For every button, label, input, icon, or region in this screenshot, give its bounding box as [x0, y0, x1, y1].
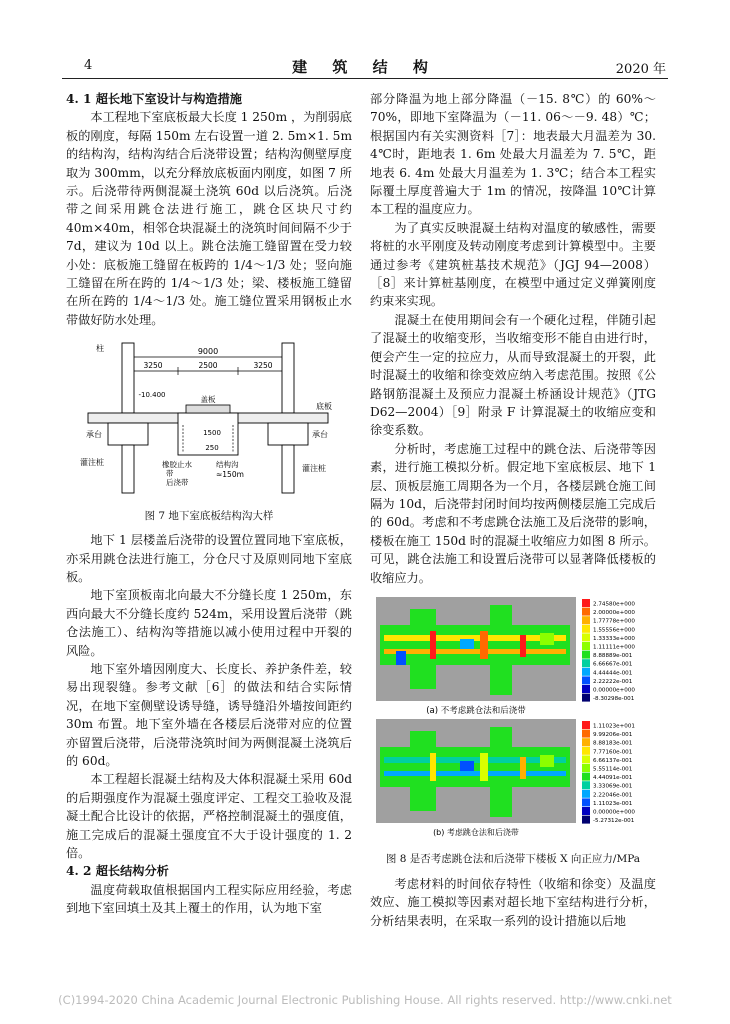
legend-value: 8.88183e-001 — [593, 740, 633, 747]
legend-swatch — [582, 816, 590, 824]
label-column: 柱 — [96, 344, 104, 354]
legend-swatch — [582, 738, 590, 746]
journal-title: 建 筑 结 构 — [292, 58, 438, 76]
paragraph: 考虑材料的时间依存特性（收缩和徐变）及温度效应、施工模拟等因素对超长地下室结构进行分析，分析结果表明，在采取一系列的设计措施以后地 — [370, 876, 656, 928]
left-column — [66, 90, 352, 918]
cover-plate — [186, 405, 230, 413]
legend-swatch — [582, 730, 590, 738]
paragraph: 分析时，考虑施工过程中的跳仓法、后浇带等因素，进行施工模拟分析。假定地下室底板层、地下 1 层、顶板层施工周期各为一个月，各楼层跳仓施工间隔为 10d，后浇带封闭时间均按两侧楼层施工完成后的 60d。考虑和不考虑跳仓法施工及后浇带的影响，楼板在施工 150d 时的混凝土收缩应力如图 8 所示。可见，跳仓法施工和设置后浇带可以显著降低楼板的收缩应力。 — [370, 441, 656, 585]
legend-value: 1.11023e-001 — [593, 800, 633, 807]
legend-value: 7.77160e-001 — [593, 749, 633, 756]
legend-swatch — [582, 798, 590, 806]
running-header — [62, 56, 668, 79]
legend-swatch — [582, 721, 590, 729]
subcaption-b: (b) 考虑跳仓法和后浇带 — [433, 827, 519, 837]
issue-year: 2020 年 — [615, 62, 666, 77]
legend-swatch — [582, 781, 590, 789]
dim-1500: 1500 — [203, 429, 221, 438]
dim-right: 3250 — [253, 361, 273, 371]
legend-value: 1.11111e+000 — [593, 644, 635, 651]
label-water-stop-2: 带 — [166, 469, 174, 479]
legend-swatch — [582, 642, 590, 650]
legend-value: 5.55114e-001 — [593, 766, 633, 773]
legend-value: 4.44091e-001 — [593, 775, 633, 782]
paragraph: 地下室顶板南北向最大不分缝长度 1 250m，东西向最大不分缝长度约 524m，采用设置后浇带（跳仓法施工）、结构沟等措施以减小使用过程中开裂的风险。 — [66, 588, 352, 658]
paragraph: 混凝土在使用期间会有一个硬化过程，伴随引起了混凝土的收缩变形，当收缩变形不能自由进行时，便会产生一定的拉应力，从而导致混凝土的开裂，此时混凝土的收缩和徐变效应纳入考虑范围。按照《公路钢筋混凝土及预应力混凝土桥涵设计规范》（JTG D62—2004）［9］附录 F 计算混凝土的收缩应变和徐变系数。 — [370, 312, 656, 438]
legend-swatch — [582, 625, 590, 633]
legend-swatch — [582, 616, 590, 624]
legend-value: 1.77778e+000 — [593, 618, 635, 625]
legend-swatch — [582, 599, 590, 607]
legend-value: 8.88889e-001 — [593, 653, 633, 660]
pile-left — [122, 445, 134, 493]
legend-value: 4.44444e-001 — [593, 670, 633, 677]
paragraph: 本工程地下室底板最大长度 1 250m ，为削弱底板的刚度，每隔 150m 左右设置一道 2. 5m×1. 5m 的结构沟，结构沟结合后浇带设置；结构沟侧壁厚度取为 300mm，以充分释放底板面内刚度，如图 7 所示。后浇带待两侧混凝土浇筑 60d 以后浇筑。后浇带之间采用跳仓法进行施工，跳仓区块尺寸约 40m×40m，相邻仓块混凝土的浇筑时间间隔不少于 7d，建议为 10d 以上。跳仓法施工缝留置在受力较小处：底板施工缝留在板跨的 1/4～1/3 处；竖向施工缝留在所在跨的 1/4～1/3 处；梁、楼板施工缝留在所在跨的 1/4～1/3 处。施工缝位置采用钢板止水带做好防水处理。 — [66, 110, 352, 327]
section-4-2-heading: 4. 2 超长结构分析 — [66, 864, 169, 879]
figure-7-drawing — [66, 335, 352, 497]
copyright-footer: (C)1994-2020 China Academic Journal Electronic Publishing House. All rights reserved. http://www.cnki.net — [58, 993, 672, 1007]
subcaption-a: (a) 不考虑跳仓法和后浇带 — [426, 705, 526, 716]
legend-swatch — [582, 747, 590, 755]
legend-value: 9.99206e-001 — [593, 732, 633, 739]
legend-swatch — [582, 668, 590, 676]
legend-value: 0.00000e+000 — [593, 687, 635, 694]
paragraph: 为了真实反映混凝土结构对温度的敏感性，需要将桩的水平刚度及转动刚度考虑到计算模型中。主要通过参考《建筑桩基技术规范》（JGJ 94—2008）［8］来计算桩基刚度，在模型中通过定义弹簧刚度约束来实现。 — [370, 220, 656, 309]
legend-swatch — [582, 685, 590, 693]
plot-a-legend — [582, 599, 635, 702]
legend-value: 6.66137e-001 — [593, 757, 633, 764]
legend-value: -5.27312e-001 — [593, 818, 635, 825]
section-4-1-heading: 4. 1 超长地下室设计与构造措施 — [66, 92, 242, 106]
legend-swatch — [582, 608, 590, 616]
label-elevation: -10.400 — [138, 391, 166, 400]
paragraph: 本工程超长混凝土结构及大体积混凝土采用 60d 的后期强度作为混凝土强度评定、工程交工验收及混凝土配合比设计的依据，严格控制混凝土的强度值，施工完成后的混凝土强度宜不大于设计强度的 1. 2 倍。 — [66, 772, 352, 860]
figure-7 — [66, 335, 352, 525]
legend-value: -8.30298e-001 — [593, 696, 635, 703]
legend-value: 1.55556e+000 — [593, 627, 635, 634]
label-spacing: ≈150m — [216, 470, 244, 480]
legend-value: 2.22222e-001 — [593, 678, 633, 685]
dim-total: 9000 — [197, 347, 219, 357]
legend-value: 2.00000e+000 — [593, 610, 635, 617]
pile-cap-right — [268, 423, 308, 445]
legend-swatch — [582, 676, 590, 684]
label-post-pour-strip: 后浇带 — [166, 478, 189, 488]
legend-swatch — [582, 764, 590, 772]
column-left — [122, 343, 134, 413]
dim-250: 250 — [205, 444, 219, 453]
label-trench: 结构沟 — [216, 460, 239, 470]
legend-swatch — [582, 633, 590, 641]
paragraph: 地下室外墙因刚度大、长度长、养护条件差，较易出现裂缝。参考文献［6］的做法和结合实际情况，在地下室侧壁设诱导缝，诱导缝沿外墙按间距约 30m 布置。地下室外墙在各楼层后浇带对应的位置亦留置后浇带，后浇带浇筑时间为两侧混凝土浇筑后的 60d。 — [66, 661, 352, 768]
figure-8 — [370, 595, 656, 869]
label-cover-plate: 盖板 — [200, 395, 216, 405]
label-cap-left: 承台 — [86, 430, 102, 440]
legend-swatch — [582, 807, 590, 815]
label-bottom-slab: 底板 — [316, 402, 332, 412]
legend-swatch — [582, 694, 590, 702]
legend-value: 3.33069e-001 — [593, 783, 633, 790]
page-number: 4 — [84, 58, 93, 73]
pile-cap-left — [108, 423, 148, 445]
paragraph: 地下 1 层楼盖后浇带的设置位置同地下室底板，亦采用跳仓法进行施工，分仓尺寸及原则同地下室底板。 — [66, 533, 352, 584]
right-column — [370, 90, 656, 930]
pile-right — [282, 445, 294, 493]
label-pile-right: 灌注桩 — [302, 464, 326, 474]
label-cap-right: 承台 — [312, 430, 328, 440]
legend-value: 2.22046e-001 — [593, 792, 633, 799]
dim-mid: 2500 — [198, 361, 218, 371]
legend-swatch — [582, 651, 590, 659]
column-right — [282, 343, 294, 413]
legend-value: 6.66667e-001 — [593, 661, 633, 668]
legend-value: 0.00000e+000 — [593, 809, 635, 816]
paragraph: 温度荷载取值根据国内工程实际应用经验，考虑到地下室回填土及其上覆土的作用，认为地下室 — [66, 882, 352, 916]
dim-left: 3250 — [143, 361, 163, 371]
legend-value: 1.33333e+000 — [593, 635, 635, 642]
paragraph: 部分降温为地上部分降温（－15. 8℃）的 60%～70%，即地下室降温为（－11. 06～－9. 48）℃；根据国内有关实测资料［7］：地表最大月温差为 30. 4℃时，距地表 1. 6m 处最大月温差为 7. 5℃，距地表 6. 4m 处最大月温差为 1. 3℃；结合本工程实际覆土厚度普遍大于 1m 的情况，按降温 10℃计算本工程的温度应力。 — [370, 92, 656, 217]
figure-8-caption: 图 8 是否考虑跳仓法和后浇带下楼板 X 向正应力/MPa — [385, 853, 641, 866]
figure-8-plots — [370, 595, 656, 841]
plot-b-legend — [582, 721, 635, 824]
figure-7-caption: 图 7 地下室底板结构沟大样 — [144, 509, 274, 522]
legend-value: 1.11023e+001 — [593, 723, 635, 730]
legend-swatch — [582, 659, 590, 667]
label-pile-left: 灌注桩 — [80, 458, 104, 468]
label-water-stop: 橡胶止水 — [162, 460, 192, 470]
legend-swatch — [582, 790, 590, 798]
legend-value: 2.74580e+000 — [593, 601, 635, 608]
legend-swatch — [582, 773, 590, 781]
legend-swatch — [582, 755, 590, 763]
